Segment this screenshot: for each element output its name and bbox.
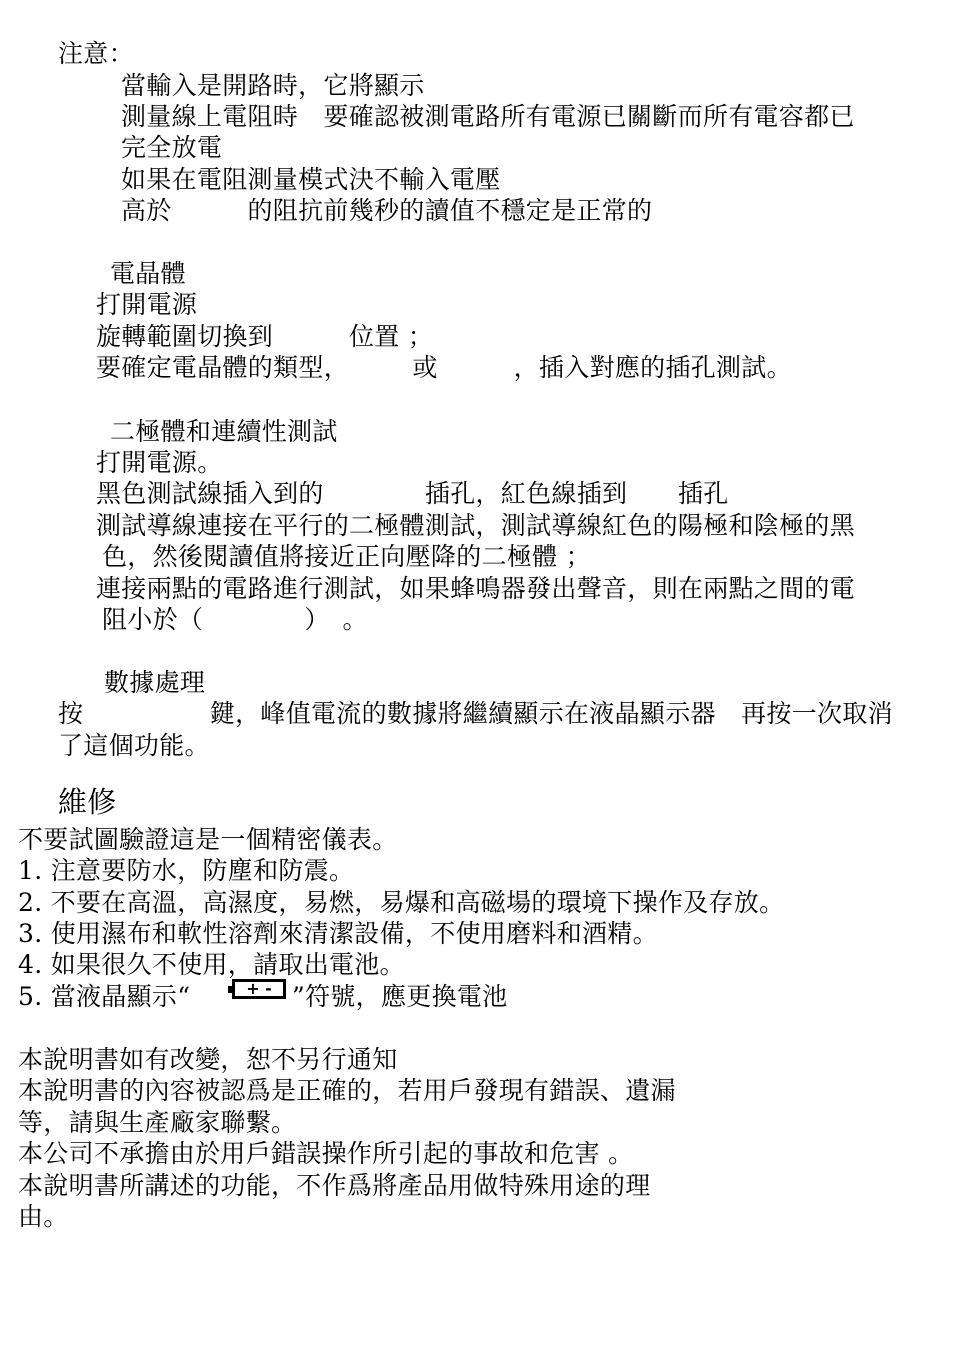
diode-line: 連接兩點的電路進行測試，如果蜂鳴器發出聲音，則在兩點之間的電 <box>96 574 856 603</box>
notice-line: 本說明書的內容被認爲是正確的，若用戶發現有錯誤、遺漏 <box>18 1076 676 1105</box>
maintenance-item: 4. 如果很久不使用，請取出電池。 <box>18 950 405 979</box>
notice-line: 由。 <box>18 1202 69 1231</box>
transistor-line: 打開電源 <box>96 290 198 319</box>
caution-line: 當輸入是開路時，它將顯示 <box>121 71 425 100</box>
transistor-line: 旋轉範圍切換到 位置 ； <box>96 322 434 351</box>
notice-line: 本說明書如有改變，恕不另行通知 <box>18 1045 398 1074</box>
maintenance-item-5-suffix: ”符號，應更換電池 <box>292 982 508 1011</box>
caution-title: 注意： <box>58 39 134 68</box>
caution-line: 完全放電 <box>121 133 223 162</box>
diode-line: 測試導線連接在平行的二極體測試，測試導線紅色的陽極和陰極的黑 <box>96 511 856 540</box>
battery-icon: + - <box>232 979 286 999</box>
caution-line: 高於 的阻抗前幾秒的讀值不穩定是正常的 <box>121 196 653 225</box>
maintenance-item: 3. 使用濕布和軟性溶劑來清潔設備，不使用磨料和酒精。 <box>18 919 658 948</box>
transistor-line: 要確定電晶體的類型， 或 ，插入對應的插孔測試。 <box>96 353 792 382</box>
caution-line: 如果在電阻測量模式決不輸入電壓 <box>121 165 501 194</box>
data-hold-title: 數據處理 <box>104 668 206 697</box>
transistor-title: 電晶體 <box>110 259 186 288</box>
caution-line: 測量線上電阻時 要確認被測電路所有電源已關斷而所有電容都已 <box>121 102 855 131</box>
diode-line: 色，然後閱讀值將接近正向壓降的二極體 ； <box>102 542 591 571</box>
maintenance-item-5-prefix: 5. 當液晶顯示“ <box>18 982 191 1011</box>
notice-line: 等，請與生產廠家聯繫。 <box>18 1108 297 1137</box>
data-hold-line: 按 鍵，峰值電流的數據將繼續顯示在液晶顯示器 再按一次取消 <box>58 699 893 728</box>
maintenance-title: 維修 <box>58 785 117 819</box>
maintenance-intro: 不要試圖驗證這是一個精密儀表。 <box>18 825 398 854</box>
notice-line: 本說明書所講述的功能，不作爲將產品用做特殊用途的理 <box>18 1171 651 1200</box>
diode-title: 二極體和連續性測試 <box>110 417 338 446</box>
maintenance-item: 1. 注意要防水，防塵和防震。 <box>18 856 355 885</box>
data-hold-line: 了這個功能。 <box>58 731 210 760</box>
diode-line: 打開電源。 <box>96 448 223 477</box>
maintenance-item: 2. 不要在高溫，高濕度，易燃，易爆和高磁場的環境下操作及存放。 <box>18 888 785 917</box>
diode-line: 黑色測試線插入到的 插孔，紅色線插到 插孔 <box>96 479 729 508</box>
diode-line: 阻小於（ ） 。 <box>102 605 368 634</box>
notice-line: 本公司不承擔由於用戶錯誤操作所引起的事故和危害 。 <box>18 1139 634 1168</box>
